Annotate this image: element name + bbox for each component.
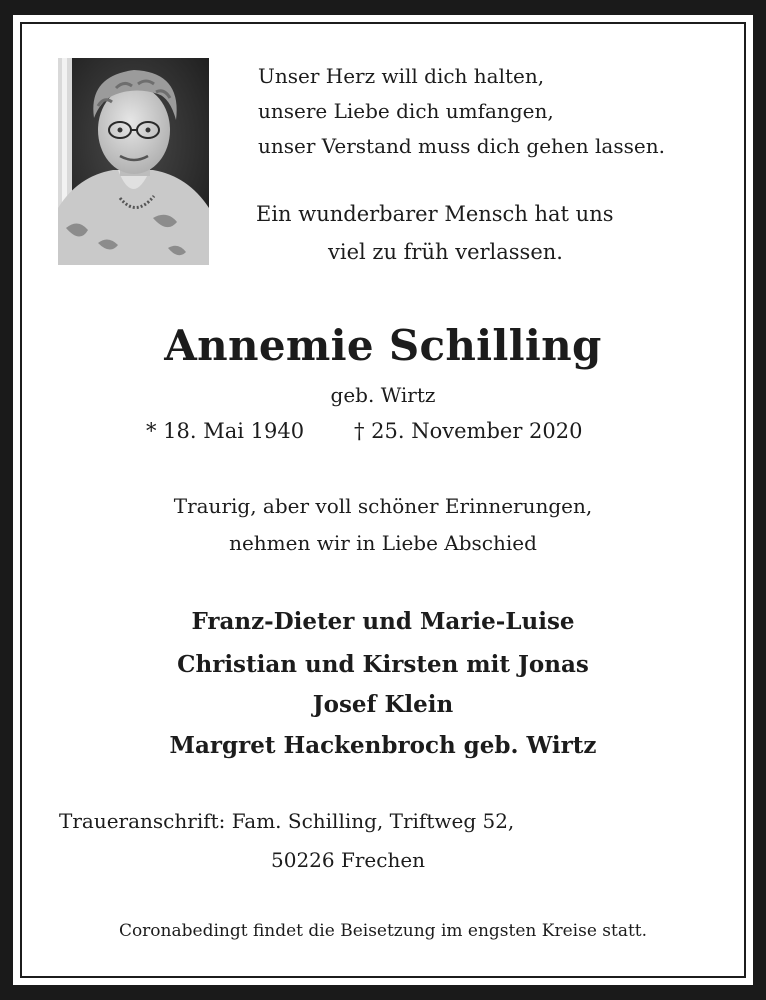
address-line-1: Traueranschrift: Fam. Schilling, Triftweg 52, <box>59 809 515 833</box>
mourner-4: Margret Hackenbroch geb. Wirtz <box>169 732 597 759</box>
mourner-3: Josef Klein <box>312 691 454 718</box>
portrait-photo <box>58 58 209 265</box>
tribute-line-2: viel zu früh verlassen. <box>328 240 563 264</box>
mourner-2: Christian und Kirsten mit Jonas <box>177 651 589 678</box>
mourner-1: Franz-Dieter und Marie-Luise <box>191 608 575 635</box>
deceased-name: Annemie Schilling <box>164 321 602 370</box>
maiden-name: geb. Wirtz <box>330 383 436 407</box>
address-line-2: 50226 Frechen <box>271 848 426 872</box>
burial-note: Coronabedingt findet die Beisetzung im engsten Kreise statt. <box>118 921 648 941</box>
obituary-card <box>13 15 753 985</box>
birth-date: * 18. Mai 1940 <box>146 419 305 443</box>
poem-line-2: unsere Liebe dich umfangen, <box>258 99 554 123</box>
tribute-line-1: Ein wunderbarer Mensch hat uns <box>256 202 614 226</box>
poem-line-3: unser Verstand muss dich gehen lassen. <box>258 134 665 158</box>
farewell-line-2: nehmen wir in Liebe Abschied <box>229 531 537 555</box>
farewell-line-1: Traurig, aber voll schöner Erinnerungen, <box>173 494 593 518</box>
death-date: † 25. November 2020 <box>354 419 583 443</box>
poem-line-1: Unser Herz will dich halten, <box>258 64 545 88</box>
